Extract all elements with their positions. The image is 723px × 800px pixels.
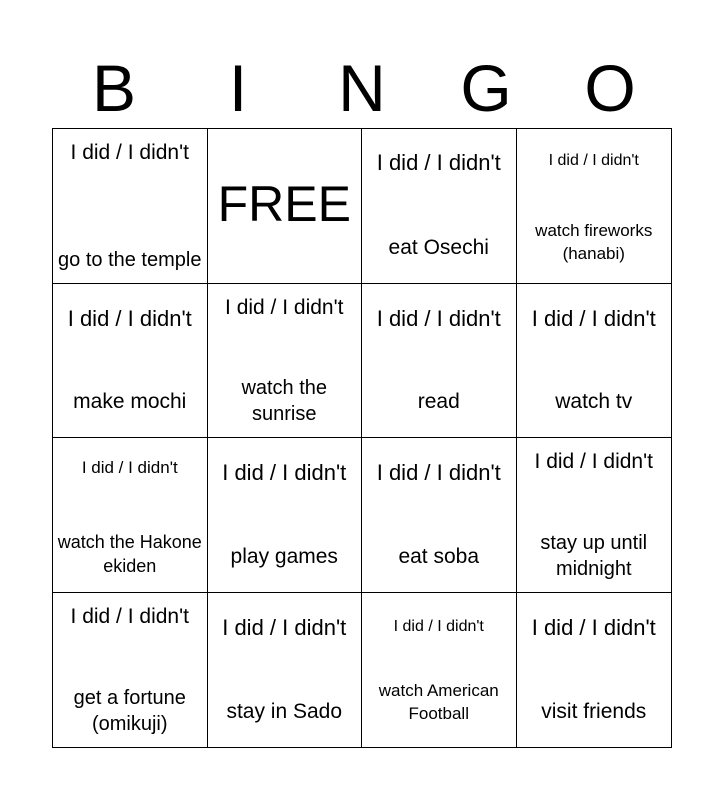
cell-prompt: I did / I didn't bbox=[548, 152, 639, 169]
cell-prompt: I did / I didn't bbox=[534, 450, 653, 473]
bingo-cell[interactable] bbox=[53, 129, 208, 284]
cell-activity: eat Osechi bbox=[388, 235, 489, 259]
header-letter-g: G bbox=[460, 51, 512, 125]
cell-prompt: I did / I didn't bbox=[225, 295, 344, 319]
bingo-cell[interactable] bbox=[362, 593, 517, 748]
bingo-cell[interactable] bbox=[362, 284, 517, 439]
bingo-cell[interactable] bbox=[517, 284, 672, 439]
cell-activity: go to the temple bbox=[58, 248, 202, 271]
cell-activity: make mochi bbox=[73, 390, 187, 413]
bingo-cell[interactable] bbox=[208, 438, 363, 593]
cell-activity: watch fireworks (hanabi) bbox=[535, 220, 653, 263]
cell-activity: read bbox=[417, 390, 460, 413]
cell-prompt: I did / I didn't bbox=[67, 305, 192, 331]
free-label: FREE bbox=[217, 175, 351, 232]
bingo-cell[interactable] bbox=[517, 129, 672, 284]
cell-prompt: I did / I didn't bbox=[222, 460, 347, 485]
cell-activity: watch tv bbox=[555, 390, 633, 413]
cell-activity: play games bbox=[230, 544, 338, 568]
header-letter-n: N bbox=[338, 51, 386, 125]
cell-activity: eat soba bbox=[398, 544, 480, 568]
cell-prompt: I did / I didn't bbox=[70, 604, 189, 628]
cell-activity: watch the sunrise bbox=[241, 377, 328, 425]
cell-activity: stay up until midnight bbox=[540, 531, 648, 580]
header-letter-i: I bbox=[228, 51, 248, 125]
bingo-cell[interactable] bbox=[517, 593, 672, 748]
cell-prompt: I did / I didn't bbox=[70, 141, 189, 164]
bingo-cell[interactable] bbox=[53, 284, 208, 439]
cell-prompt: I did / I didn't bbox=[376, 150, 501, 175]
cell-activity: watch the Hakone ekiden bbox=[57, 531, 202, 576]
cell-activity: get a fortune (omikuji) bbox=[73, 687, 186, 735]
free-cell[interactable] bbox=[208, 129, 363, 284]
bingo-cell[interactable] bbox=[362, 129, 517, 284]
header-letter-o: O bbox=[584, 51, 636, 125]
bingo-cell[interactable] bbox=[208, 593, 363, 748]
cell-prompt: I did / I didn't bbox=[376, 305, 501, 331]
cell-activity: visit friends bbox=[541, 700, 647, 723]
cell-prompt: I did / I didn't bbox=[393, 617, 484, 635]
bingo-card-grid bbox=[52, 128, 672, 748]
cell-activity: watch American Football bbox=[378, 681, 499, 723]
cell-prompt: I did / I didn't bbox=[81, 458, 178, 477]
bingo-cell[interactable] bbox=[53, 593, 208, 748]
bingo-cell[interactable] bbox=[362, 438, 517, 593]
header-letter-b: B bbox=[91, 51, 137, 125]
cell-prompt: I did / I didn't bbox=[531, 305, 656, 331]
cell-prompt: I did / I didn't bbox=[376, 460, 501, 485]
cell-prompt: I did / I didn't bbox=[531, 614, 656, 640]
bingo-cell[interactable] bbox=[53, 438, 208, 593]
bingo-cell[interactable] bbox=[517, 438, 672, 593]
bingo-header bbox=[52, 48, 672, 128]
bingo-cell[interactable] bbox=[208, 284, 363, 439]
cell-activity: stay in Sado bbox=[226, 700, 343, 723]
cell-prompt: I did / I didn't bbox=[222, 614, 347, 640]
